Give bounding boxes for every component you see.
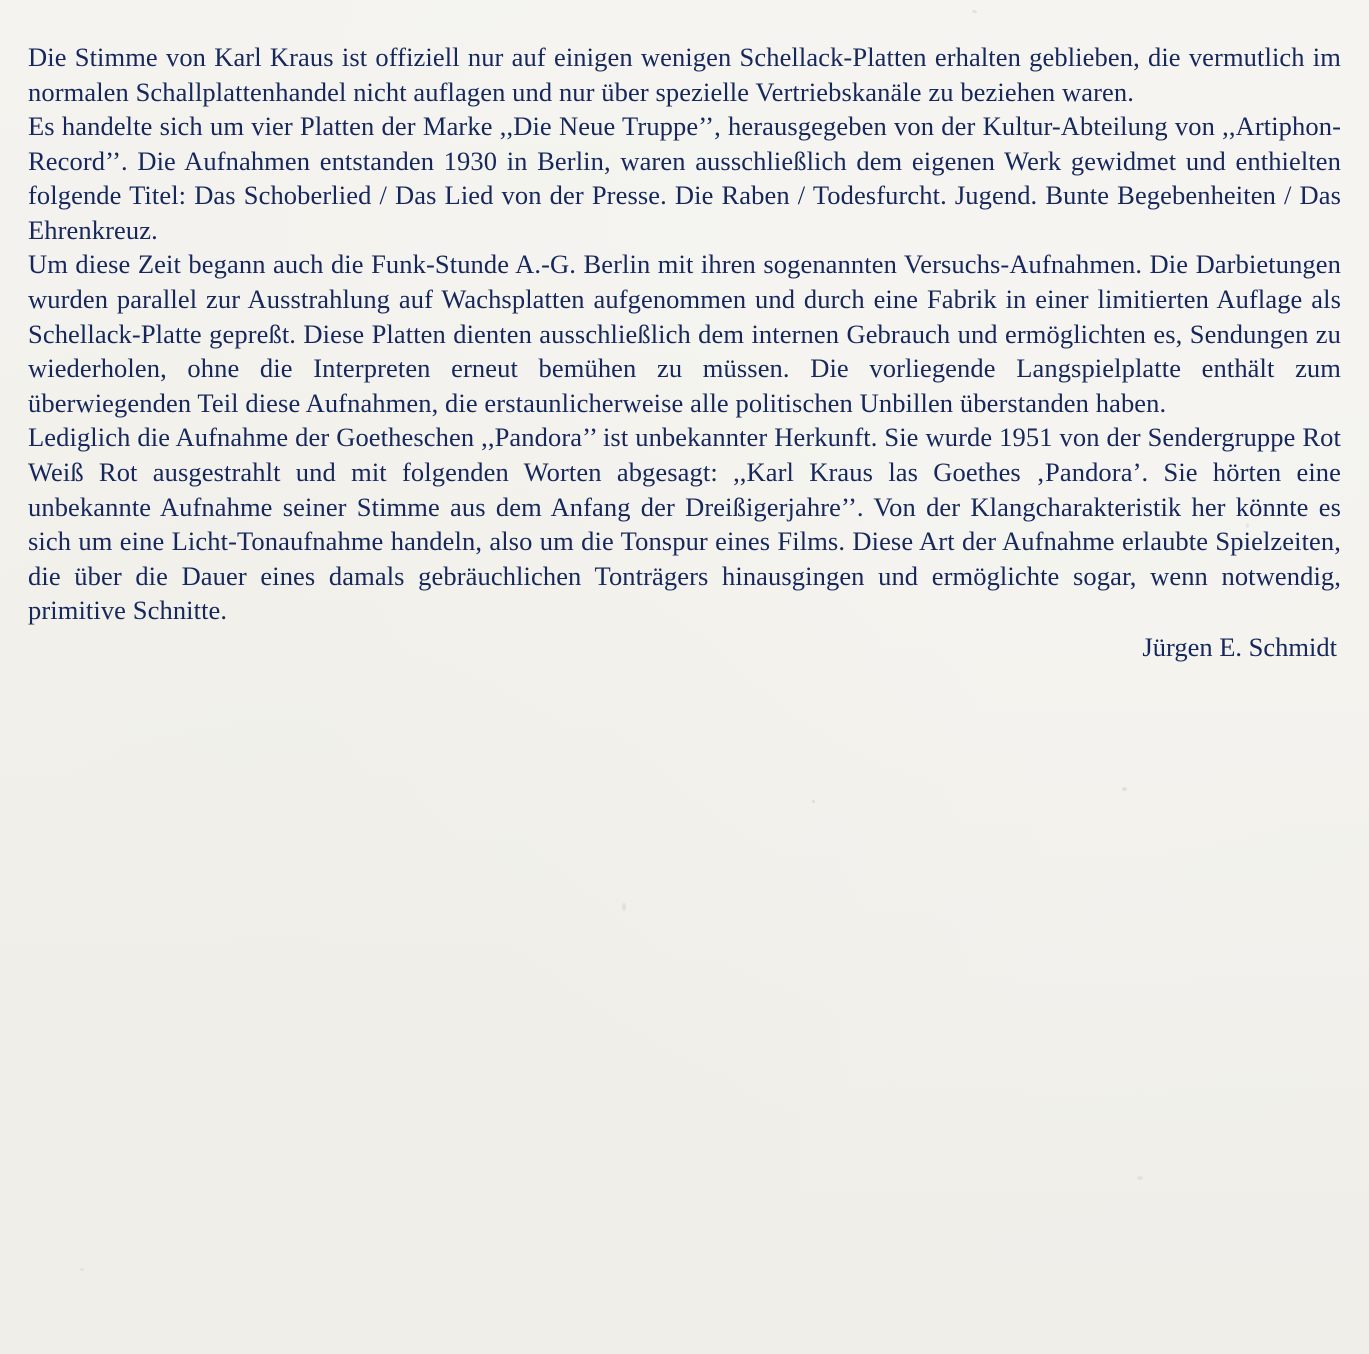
paragraph-4: Lediglich die Aufnahme der Goetheschen ,,Pandora’’ ist unbekannter Herkunft. Sie wurde 1951 von der Sendergruppe Rot Weiß Rot ausgestrahlt und mit folgenden Worten abgesagt: ,,Karl Kraus las Goethes ‚Pandora’. Sie hörten eine unbekannte Aufnahme seiner Stimme aus dem Anfang der Dreißigerjahre’’. Von der Klangcharakteristik her könnte es sich um eine Licht-Tonaufnahme handeln, also um die Tonspur eines Films. Diese Art der Aufnahme erlaubte Spielzeiten, die über die Dauer eines damals gebräuchlichen Tonträgers hinausgingen und ermöglichte sogar, wenn notwendig, primitive Schnitte. [28, 422, 1341, 626]
paper-speck [1137, 1176, 1143, 1180]
paper-speck [972, 9, 978, 14]
author-signature: Jürgen E. Schmidt [1142, 631, 1337, 662]
paper-speck [80, 1268, 84, 1271]
paper-speck [812, 800, 815, 803]
paragraph-2: Es handelte sich um vier Platten der Marke ,,Die Neue Truppe’’, herausgegeben von der Kultur-Abteilung von ,,Artiphon-Record’’. Die Aufnahmen entstanden 1930 in Berlin, waren ausschließlich dem eigenen Werk gewidmet und enthielten folgende Titel: Das Schoberlied / Das Lied von der Presse. Die Raben / Todesfurcht. Jugend. Bunte Begebenheiten / Das Ehrenkreuz. [28, 111, 1341, 245]
liner-notes-text [28, 40, 1341, 628]
paper-speck [1122, 787, 1127, 791]
paragraph-1: Die Stimme von Karl Kraus ist offiziell nur auf einigen wenigen Schellack-Platten erhalten geblieben, die vermutlich im normalen Schallplattenhandel nicht auflagen und nur über spezielle Vertriebskanäle zu beziehen waren. [28, 42, 1341, 107]
paper-speck [622, 903, 626, 911]
paragraph-3: Um diese Zeit begann auch die Funk-Stunde A.-G. Berlin mit ihren sogenannten Versuchs-Aufnahmen. Die Darbietungen wurden parallel zur Ausstrahlung auf Wachsplatten aufgenommen und durch eine Fabrik in einer limitierten Auflage als Schellack-Platte gepreßt. Diese Platten dienten ausschließlich dem internen Gebrauch und ermöglichten es, Sendungen zu wiederholen, ohne die Interpreten erneut bemühen zu müssen. Die vorliegende Langspielplatte enthält zum überwiegenden Teil diese Aufnahmen, die erstaunlicherweise alle politischen Unbillen überstanden haben. [28, 249, 1341, 418]
